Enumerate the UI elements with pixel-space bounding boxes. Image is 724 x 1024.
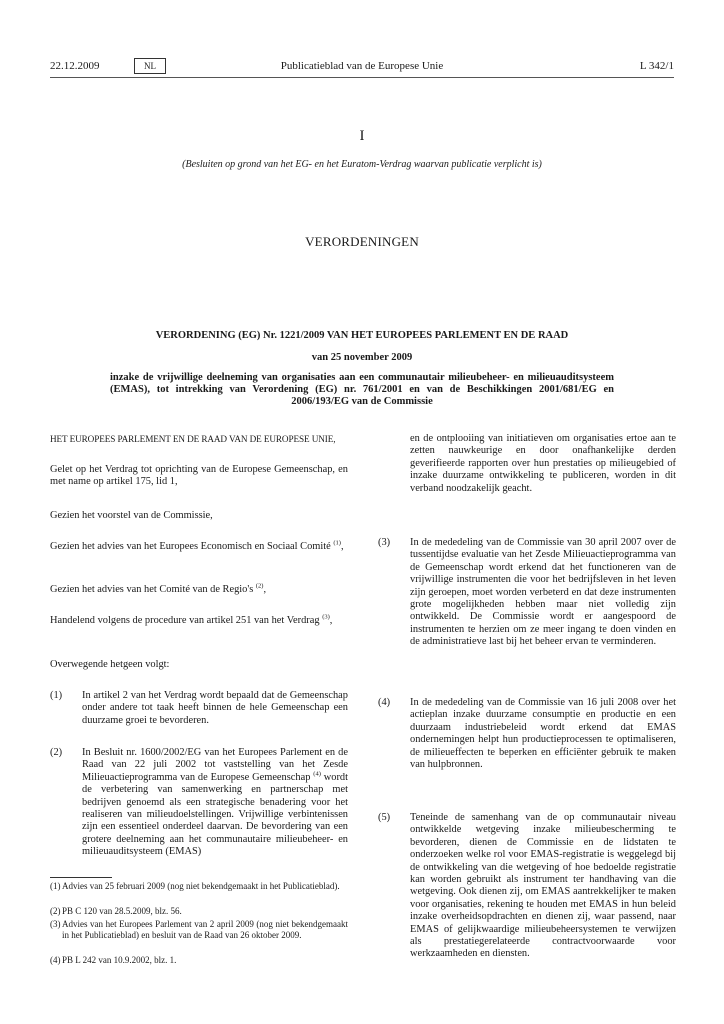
footnote-text: Advies van 25 februari 2009 (nog niet bekendgemaakt in het Publicatieblad). <box>62 881 340 891</box>
citation-proposal: Gezien het voorstel van de Commissie, <box>50 510 213 521</box>
footnote-text: PB C 120 van 28.5.2009, blz. 56. <box>62 906 182 916</box>
part-subtitle: (Besluiten op grond van het EG- en het Euratom-Verdrag waarvan publicatie verplicht is) <box>182 159 542 170</box>
recital-number: (3) <box>378 537 391 548</box>
recital-text: In de mededeling van de Commissie van 30 april 2007 over de tussentijdse evaluatie van het Zesde Milieuactieprogramma van de Gemeenschap wordt erkend dat het functioneren van de vrijwillige instrumenten die voor het bedrijfsleven in het leven zijn geroepen, moet worden verbeterd en dat deze instrumenten grote mogelijkheden hebben maar niet volledig zijn ontwikkeld. De Commissie wordt er aangespoord de instrumenten te herzien om ze meer ingang te doen vinden en de administratieve last bij het beheer ervan te verminderen. <box>410 537 676 648</box>
footnote-ref: (2) <box>255 582 264 590</box>
recital-text-part: In Besluit nr. 1600/2002/EG van het Europees Parlement en de Raad van 22 juli 2002 tot vaststelling van het Zesde Milieuactieprogramma van de Europese Gemeenschap <box>82 747 348 783</box>
recital-text: In artikel 2 van het Verdrag wordt bepaald dat de Gemeenschap onder andere tot taak heeft binnen de hele Gemeenschap een duurzame groei te bevorderen. <box>82 690 348 726</box>
recital-text <box>82 747 348 859</box>
citation-regions-text: Gezien het advies van het Comité van de Regio's <box>50 584 254 595</box>
recital-text-part: wordt de verbetering van samenwerking en partnerschap met bedrijven genoemd als een strategische benadering voor het realiseren van milieudoelstellingen. Vrijwillige verbintenissen zijn een essentieel onderdeel daarvan. De bevordering van een grotere deelneming aan het communautaire milieubeheer- en milieuauditsysteem (EMAS) <box>82 771 348 858</box>
citation-procedure-text: Handelend volgens de procedure van artikel 251 van het Verdrag <box>50 615 320 626</box>
page-reference: L 342/1 <box>639 60 674 72</box>
regulation-title: VERORDENING (EG) Nr. 1221/2009 VAN HET EUROPEES PARLEMENT EN DE RAAD <box>155 330 569 341</box>
footnote-ref: (1) <box>333 539 341 547</box>
publication-date: 22.12.2009 <box>50 60 100 72</box>
footnote-divider <box>50 877 112 878</box>
footnote-number: (1) <box>50 881 61 891</box>
recital-text: In de mededeling van de Commissie van 16 juli 2008 over het actieplan inzake duurzame consumptie en productie en een duurzaam industriebeleid wordt erkend dat EMAS ondernemingen helpt hun productieprocessen te optimaliseren, de milieueffecten te beperken en efficiënter gebruik te maken van hulpbronnen. <box>410 697 676 771</box>
recital-1 <box>50 690 348 730</box>
footnote-ref: (3) <box>322 613 330 621</box>
part-numeral: I <box>359 128 365 144</box>
recital-number: (2) <box>50 747 63 758</box>
recital-4 <box>378 697 676 777</box>
whereas-intro: Overwegende hetgeen volgt: <box>50 659 170 670</box>
citation-esc: Gezien het advies van het Europees Economisch en Sociaal Comité $^{(1)}$, <box>50 539 344 552</box>
footnote-number: (2) <box>50 906 61 916</box>
citation-treaty: Gelet op het Verdrag tot oprichting van de Europese Gemeenschap, en met name op artikel 175, lid 1, <box>50 464 348 488</box>
page-header <box>50 58 674 78</box>
footnote-text: PB L 242 van 10.9.2002, blz. 1. <box>62 955 177 965</box>
recital-2 <box>50 747 348 867</box>
language-badge: NL <box>134 58 166 74</box>
regulation-date: van 25 november 2009 <box>311 352 413 363</box>
recital-number: (5) <box>378 812 391 823</box>
header-divider <box>50 77 674 78</box>
recital-2-continuation: en de ontplooiing van initiatieven om organisaties ertoe aan te zetten nauwkeurige en door onafhankelijke derden geverifieerde rapporten over hun prestaties op milieugebied of inzake duurzame ontwikkeling te publiceren, worden in dit verband noodzakelijk geacht. <box>410 433 676 494</box>
regulation-subject: inzake de vrijwillige deelneming van organisaties aan een communautair milieubeheer- en milieuauditsysteem (EMAS), tot intrekking van Verordening (EG) nr. 761/2001 en van de Beschikkingen 2001/681/EG en 2006/193/EG van de Commissie <box>110 372 614 407</box>
citation-regions: Gezien het advies van het Comité van de Regio's $^{(2)}$, <box>50 582 267 595</box>
citation-procedure: Handelend volgens de procedure van artikel 251 van het Verdrag $^{(3)}$, <box>50 613 333 626</box>
recital-number: (1) <box>50 690 63 701</box>
recital-number: (4) <box>378 697 391 708</box>
publication-title: Publicatieblad van de Europese Unie <box>280 60 444 72</box>
section-heading: VERORDENINGEN <box>305 234 419 249</box>
citation-esc-text: Gezien het advies van het Europees Economisch en Sociaal Comité <box>50 541 331 552</box>
footnote-text: Advies van het Europees Parlement van 2 april 2009 (nog niet bekendgemaakt in het Publicatieblad) en besluit van de Raad van 26 oktober 2009. <box>62 919 348 940</box>
recital-3 <box>378 537 676 667</box>
footnotes <box>50 881 348 1001</box>
footnote-number: (3) <box>50 919 61 929</box>
footnote-ref: (4) <box>313 770 321 778</box>
footnote-number: (4) <box>50 955 61 965</box>
recital-5 <box>378 812 676 972</box>
recital-text: Teneinde de samenhang van de op communautair niveau ontwikkelde wetgeving inzake milieubescherming te bevorderen, dienen de Commissie en de lidstaten te onderzoeken welke rol voor EMAS-registratie is weggelegd bij de ontwikkeling van die wetgeving of hoe bedoelde registratie kan worden gebruikt als instrument ter handhaving van die wetgeving. Ook dienen zij, om EMAS aantrekkelijker te maken voor organisaties, rekening te houden met EMAS in hun beleid inzake overheidsopdrachten en dienen zij, waar passend, naar EMAS of gelijkwaardige milieubeheersystemen te verwijzen als prestatiegerelateerde contractvoorwaarde voor werkzaamheden en diensten. <box>410 812 676 960</box>
preamble-intro: HET EUROPEES PARLEMENT EN DE RAAD VAN DE EUROPESE UNIE, <box>50 434 336 444</box>
